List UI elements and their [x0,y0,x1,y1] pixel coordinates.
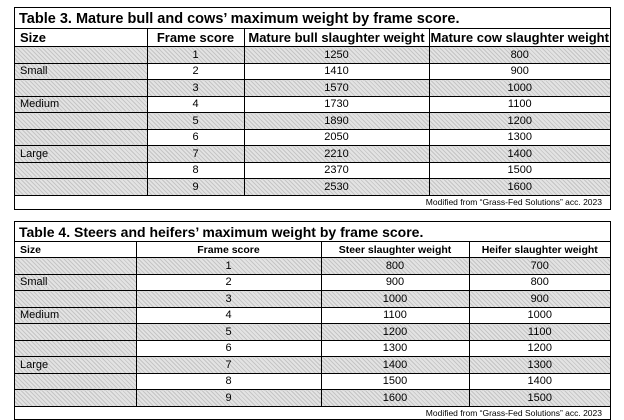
table-3-grid [15,29,610,195]
weight-cell: 1570 [244,80,429,97]
weight-cell: 1300 [321,340,469,357]
size-cell [15,113,147,130]
table-row [15,307,610,324]
size-cell: Medium [15,96,147,113]
weight-cell: 1200 [469,340,610,357]
weight-cell: 1100 [469,324,610,341]
table-row [15,162,610,179]
weight-cell: 900 [429,63,610,80]
table-header-row [15,242,610,258]
size-cell: Large [15,146,147,163]
table-row [15,179,610,195]
table-row [15,324,610,341]
table-row [15,80,610,97]
frame-score-cell: 6 [136,340,321,357]
frame-score-cell: 7 [147,146,244,163]
frame-score-cell: 5 [136,324,321,341]
table-3-source-note: Modified from “Grass-Fed Solutions” acc. 2023 [15,195,610,209]
frame-score-cell: 9 [136,390,321,406]
table-3-title: Table 3. Mature bull and cows’ maximum weight by frame score. [15,8,610,29]
frame-score-cell: 8 [136,373,321,390]
size-cell [15,162,147,179]
size-cell [15,324,136,341]
table-row [15,129,610,146]
weight-cell: 800 [469,274,610,291]
table-row [15,373,610,390]
weight-cell: 1500 [469,390,610,406]
size-cell [15,80,147,97]
column-header-frame-score: Frame score [136,242,321,258]
weight-cell: 2370 [244,162,429,179]
weight-cell: 800 [429,47,610,64]
weight-cell: 2530 [244,179,429,195]
size-cell [15,291,136,308]
weight-cell: 900 [321,274,469,291]
size-cell [15,390,136,406]
weight-cell: 900 [469,291,610,308]
table-row [15,113,610,130]
weight-cell: 1730 [244,96,429,113]
table-row [15,340,610,357]
weight-cell: 1250 [244,47,429,64]
frame-score-cell: 1 [136,258,321,275]
table-row [15,146,610,163]
weight-cell: 1000 [469,307,610,324]
size-cell: Large [15,357,136,374]
size-cell: Small [15,63,147,80]
frame-score-cell: 3 [136,291,321,308]
size-cell [15,129,147,146]
weight-cell: 1200 [429,113,610,130]
table-row [15,274,610,291]
weight-cell: 800 [321,258,469,275]
column-header-size: Size [15,242,136,258]
column-header-frame-score: Frame score [147,29,244,47]
size-cell [15,340,136,357]
weight-cell: 1410 [244,63,429,80]
table-row [15,357,610,374]
weight-cell: 1400 [321,357,469,374]
column-header-cow-weight: Mature cow slaughter weight [430,29,609,45]
frame-score-cell: 1 [147,47,244,64]
table-row [15,291,610,308]
weight-cell: 700 [469,258,610,275]
table-row [15,258,610,275]
weight-cell: 1000 [321,291,469,308]
size-cell [15,47,147,64]
weight-cell: 1000 [429,80,610,97]
frame-score-cell: 9 [147,179,244,195]
column-header-heifer-weight: Heifer slaughter weight [469,242,610,258]
size-cell [15,258,136,275]
table-3 [14,7,611,210]
column-header-bull-weight: Mature bull slaughter weight [244,29,429,47]
weight-cell: 1600 [321,390,469,406]
table-row [15,390,610,406]
frame-score-cell: 2 [136,274,321,291]
frame-score-cell: 2 [147,63,244,80]
weight-cell: 1400 [429,146,610,163]
column-header-size: Size [15,29,147,47]
size-cell: Medium [15,307,136,324]
weight-cell: 1300 [469,357,610,374]
size-cell [15,179,147,195]
table-4 [14,221,611,420]
frame-score-cell: 8 [147,162,244,179]
frame-score-cell: 6 [147,129,244,146]
weight-cell: 1400 [469,373,610,390]
weight-cell: 1600 [429,179,610,195]
weight-cell: 1100 [321,307,469,324]
frame-score-cell: 5 [147,113,244,130]
column-header-steer-weight: Steer slaughter weight [321,242,469,258]
weight-cell: 1500 [321,373,469,390]
table-4-title: Table 4. Steers and heifers’ maximum weight by frame score. [15,222,610,242]
table-4-grid [15,242,610,406]
weight-cell: 1500 [429,162,610,179]
weight-cell: 1200 [321,324,469,341]
table-row [15,63,610,80]
weight-cell: 2050 [244,129,429,146]
weight-cell: 1100 [429,96,610,113]
size-cell: Small [15,274,136,291]
weight-cell: 1300 [429,129,610,146]
table-row [15,47,610,64]
weight-cell: 1890 [244,113,429,130]
size-cell [15,373,136,390]
frame-score-cell: 4 [136,307,321,324]
weight-cell: 2210 [244,146,429,163]
frame-score-cell: 4 [147,96,244,113]
table-row [15,96,610,113]
table-header-row [15,29,610,47]
frame-score-cell: 3 [147,80,244,97]
table-4-source-note: Modified from “Grass-Fed Solutions” acc. 2023 [15,406,610,419]
frame-score-cell: 7 [136,357,321,374]
